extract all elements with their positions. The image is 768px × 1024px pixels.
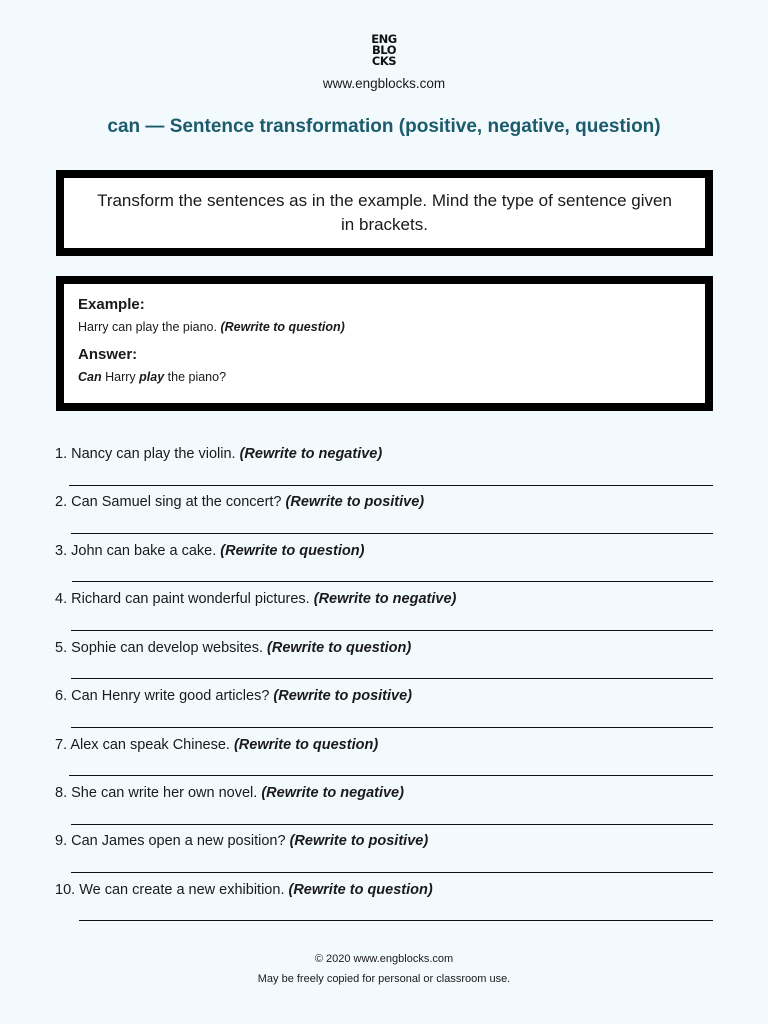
question-item	[55, 494, 715, 510]
question-item	[55, 688, 715, 704]
question-sentence: Sophie can develop websites.	[71, 640, 263, 656]
question-item	[55, 640, 715, 656]
question-item	[55, 785, 715, 801]
question-sentence: She can write her own novel.	[71, 785, 258, 801]
answer-label: Answer:	[78, 346, 138, 363]
question-sentence: Nancy can play the violin.	[71, 446, 236, 462]
question-sentence: Can Henry write good articles?	[71, 688, 270, 704]
question-number: 5.	[55, 640, 68, 656]
example-label: Example:	[78, 296, 145, 313]
question-instruction: (Rewrite to question)	[267, 640, 412, 656]
question-number: 9.	[55, 833, 68, 849]
example-sentence-line	[78, 320, 691, 334]
question-instruction: (Rewrite to negative)	[239, 446, 383, 462]
question-sentence: Richard can paint wonderful pictures.	[71, 591, 310, 607]
question-instruction: (Rewrite to question)	[288, 882, 433, 898]
question-sentence: Can Samuel sing at the concert?	[71, 494, 282, 510]
question-sentence: Can James open a new position?	[71, 833, 286, 849]
question-sentence: Alex can speak Chinese.	[70, 737, 230, 753]
engblocks-logo	[0, 34, 768, 67]
question-number: 2.	[55, 494, 68, 510]
answer-line-blank[interactable]	[72, 581, 713, 582]
question-instruction: (Rewrite to positive)	[289, 833, 429, 849]
logo-line: ENG	[371, 32, 397, 46]
site-url: www.engblocks.com	[322, 76, 446, 91]
question-number: 4.	[55, 591, 68, 607]
logo-line: CKS	[371, 54, 397, 68]
question-instruction: (Rewrite to negative)	[313, 591, 457, 607]
answer-line-blank[interactable]	[71, 872, 713, 873]
logo-line: BLO	[372, 43, 396, 57]
question-instruction: (Rewrite to positive)	[273, 688, 412, 704]
answer-line	[78, 370, 691, 384]
example-instruction: (Rewrite to question)	[220, 320, 345, 334]
question-number: 7.	[55, 737, 68, 753]
question-item	[55, 833, 715, 849]
question-item	[55, 543, 715, 559]
answer-line-blank[interactable]	[71, 533, 713, 534]
example-sentence: Harry can play the piano.	[78, 320, 217, 334]
footer-copyright: © 2020 www.engblocks.com	[314, 953, 454, 965]
question-instruction: (Rewrite to positive)	[285, 494, 425, 510]
answer-part: Can	[78, 370, 102, 384]
answer-line-blank[interactable]	[71, 727, 713, 728]
question-number: 3.	[55, 543, 68, 559]
answer-part: Harry	[105, 370, 136, 384]
question-number: 1.	[55, 446, 68, 462]
question-sentence: John can bake a cake.	[71, 543, 217, 559]
instructions-box	[56, 170, 713, 256]
answer-part: play	[139, 370, 165, 384]
example-box	[56, 276, 713, 411]
question-instruction: (Rewrite to negative)	[261, 785, 404, 801]
question-instruction: (Rewrite to question)	[233, 737, 379, 753]
answer-line-blank[interactable]	[79, 920, 713, 921]
answer-line-blank[interactable]	[71, 824, 713, 825]
question-number: 8.	[55, 785, 68, 801]
question-item	[55, 737, 715, 753]
question-sentence: We can create a new exhibition.	[79, 882, 285, 898]
answer-part: the piano?	[167, 370, 227, 384]
question-number: 6.	[55, 688, 68, 704]
answer-line-blank[interactable]	[71, 630, 713, 631]
answer-line-blank[interactable]	[69, 775, 713, 776]
question-instruction: (Rewrite to question)	[220, 543, 365, 559]
question-number: 10.	[55, 882, 76, 898]
page-title: can — Sentence transformation (positive, negative, question)	[107, 116, 661, 137]
question-item	[55, 882, 715, 898]
footer-license: May be freely copied for personal or classroom use.	[257, 973, 511, 985]
answer-line-blank[interactable]	[71, 678, 713, 679]
answer-line-blank[interactable]	[69, 485, 713, 486]
question-item	[55, 591, 715, 607]
instructions-text: Transform the sentences as in the example. Mind the type of sentence given in brackets.	[97, 190, 672, 234]
question-item	[55, 446, 715, 462]
